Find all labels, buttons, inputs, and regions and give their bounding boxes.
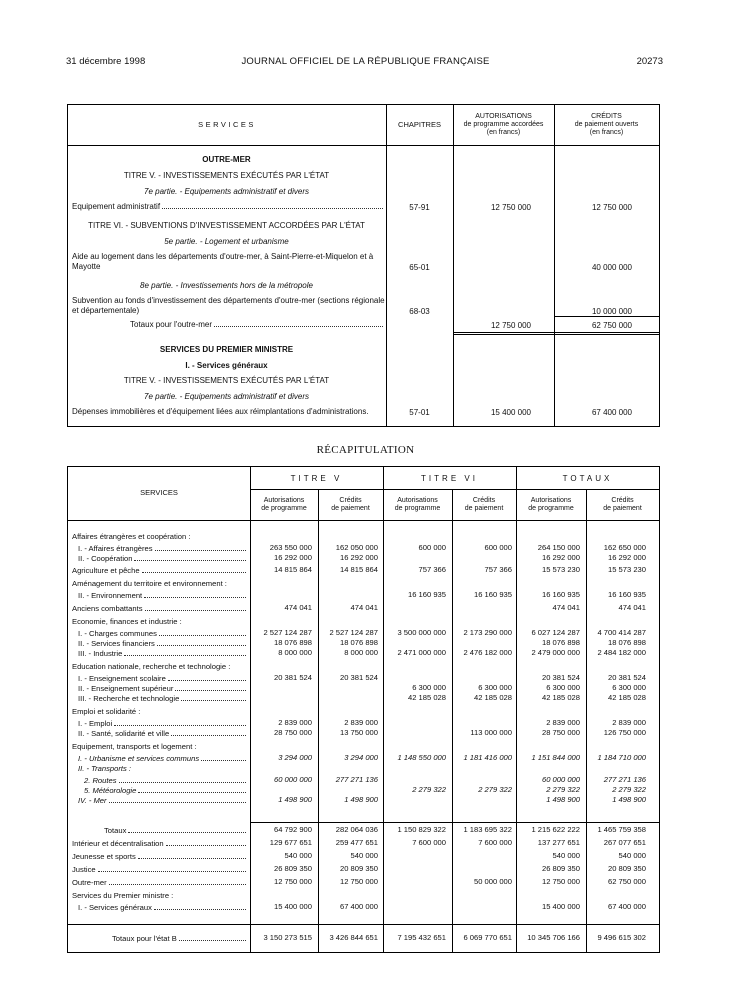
cell-value: 14 815 864	[339, 565, 378, 574]
cell-value: 12 750 000	[273, 877, 312, 886]
partie7-heading: 7e partie. - Equipements administratif et divers	[144, 392, 309, 401]
cell-value: 26 809 350	[541, 864, 580, 873]
cell-value: 1 465 759 358	[597, 825, 646, 834]
cell-value: 16 160 935	[407, 590, 446, 599]
chapitre-value: 57-91	[409, 203, 430, 212]
cell-value: 474 041	[618, 603, 646, 612]
cell-value: 6 300 000	[546, 683, 580, 692]
cell-value: 1 498 900	[546, 795, 580, 804]
cp-total: 62 750 000	[591, 321, 632, 330]
recap-row	[68, 578, 661, 588]
cell-value: 20 381 524	[273, 673, 312, 682]
cell-value: 62 750 000	[607, 877, 646, 886]
row-label: IV. - Mer	[78, 796, 107, 805]
cell-value: 113 000 000	[470, 728, 512, 737]
row-label: Emploi et solidarité :	[72, 707, 141, 716]
cell-value: 1 150 829 322	[397, 825, 446, 834]
cell-value: 16 160 935	[607, 590, 646, 599]
cell-value: 6 300 000	[612, 683, 646, 692]
row-label: II. - Santé, solidarité et ville	[78, 729, 170, 738]
row-equipement-administratif	[72, 202, 385, 211]
cell-value: 20 381 524	[607, 673, 646, 682]
cell-value: 540 000	[350, 851, 378, 860]
cell-value: 540 000	[284, 851, 312, 860]
titre5-heading: TITRE V. - INVESTISSEMENTS EXÉCUTÉS PAR L'ÉTAT	[123, 171, 330, 180]
cell-value: 1 151 844 000	[531, 753, 580, 762]
sub-header-cp: Crédits de paiement	[464, 497, 504, 512]
cell-value: 2 279 322	[412, 785, 446, 794]
credits-table-header	[68, 105, 659, 146]
cell-value: 15 400 000	[273, 902, 312, 911]
cell-value: 20 381 524	[541, 673, 580, 682]
row-label: I. - Urbanisme et services communs	[78, 754, 200, 763]
chapitre-value: 65-01	[409, 263, 430, 272]
col-header-autorisations: AUTORISATIONS de programme accordées (en francs)	[463, 113, 544, 136]
cell-value: 2 279 322	[546, 785, 580, 794]
row-label: Totaux pour l'outre-mer	[130, 320, 213, 329]
cell-value: 2 279 322	[478, 785, 512, 794]
group-header-totaux: TOTAUX	[562, 473, 613, 483]
row-label: Totaux	[104, 826, 127, 835]
cell-value: 67 400 000	[607, 902, 646, 911]
cell-value: 2 839 000	[546, 718, 580, 727]
cell-value: 18 076 898	[541, 638, 580, 647]
recap-row	[68, 763, 661, 773]
cell-value: 264 150 000	[537, 543, 580, 552]
cell-value: 3 150 273 515	[263, 933, 312, 942]
recap-row	[68, 628, 661, 638]
row-label: Equipement administratif	[72, 202, 161, 211]
cell-value: 259 477 651	[335, 838, 378, 847]
cell-value: 16 292 000	[273, 553, 312, 562]
row-label: II. - Transports :	[78, 764, 132, 773]
cell-value: 2 527 124 287	[329, 628, 378, 637]
recap-row	[68, 603, 661, 613]
cell-value: 2 476 182 000	[463, 648, 512, 657]
cell-value: 1 183 695 322	[463, 825, 512, 834]
recap-row	[68, 890, 661, 900]
recap-row	[68, 785, 661, 795]
cell-value: 2 173 290 000	[463, 628, 512, 637]
cell-value: 7 600 000	[412, 838, 446, 847]
recap-row	[68, 638, 661, 648]
cell-value: 67 400 000	[339, 902, 378, 911]
cell-value: 20 381 524	[339, 673, 378, 682]
recap-row	[68, 815, 661, 825]
cell-value: 18 076 898	[607, 638, 646, 647]
cell-value: 162 650 000	[603, 543, 646, 552]
recap-row	[68, 753, 661, 763]
ap-total: 12 750 000	[490, 321, 531, 330]
cell-value: 1 181 416 000	[463, 753, 512, 762]
recap-row	[68, 851, 661, 861]
row-totaux-outremer	[130, 320, 385, 329]
cell-value: 13 750 000	[339, 728, 378, 737]
row-label: Services du Premier ministre :	[72, 891, 174, 900]
cell-value: 540 000	[552, 851, 580, 860]
cell-value: 2 479 000 000	[531, 648, 580, 657]
cell-value: 2 484 182 000	[597, 648, 646, 657]
chapitre-value: 68-03	[409, 307, 430, 316]
cell-value: 1 498 900	[278, 795, 312, 804]
cell-value: 18 076 898	[339, 638, 378, 647]
cell-value: 282 064 036	[335, 825, 378, 834]
cp-value: 40 000 000	[591, 263, 632, 272]
cell-value: 2 471 000 000	[397, 648, 446, 657]
cell-value: 16 292 000	[339, 553, 378, 562]
cell-value: 42 185 028	[607, 693, 646, 702]
row-label: Education nationale, recherche et technologie :	[72, 662, 231, 671]
row-label: Totaux pour l'état B	[112, 934, 177, 943]
sub-header-ap: Autorisations de programme	[394, 497, 441, 512]
cell-value: 474 041	[552, 603, 580, 612]
services-generaux-heading: I. - Services généraux	[185, 361, 268, 370]
recap-title: RÉCAPITULATION	[316, 444, 415, 456]
row-aide-logement: Aide au logement dans les départements d'outre-mer, à Saint-Pierre-et-Miquelon et à Mayotte	[72, 252, 374, 271]
cell-value: 6 069 770 651	[463, 933, 512, 942]
cell-value: 3 500 000 000	[397, 628, 446, 637]
cell-value: 6 300 000	[412, 683, 446, 692]
cell-value: 15 573 230	[607, 565, 646, 574]
recap-row	[68, 553, 661, 563]
cell-value: 126 750 000	[603, 728, 646, 737]
cell-value: 757 366	[418, 565, 446, 574]
row-label: Equipement, transports et logement :	[72, 742, 197, 751]
row-label: II. - Coopération	[78, 554, 133, 563]
cell-value: 28 750 000	[273, 728, 312, 737]
cell-value: 1 184 710 000	[597, 753, 646, 762]
recap-row	[68, 825, 661, 835]
cell-value: 10 345 706 166	[527, 933, 580, 942]
col-header-chapitres: CHAPITRES	[398, 120, 441, 129]
cell-value: 20 809 350	[607, 864, 646, 873]
row-label: I. - Emploi	[78, 719, 113, 728]
titre6-heading: TITRE VI. - SUBVENTIONS D'INVESTISSEMENT ACCORDÉES PAR L'ÉTAT	[88, 221, 365, 230]
credits-table	[67, 104, 660, 427]
cell-value: 2 839 000	[278, 718, 312, 727]
recap-row	[68, 877, 661, 887]
cell-value: 2 839 000	[612, 718, 646, 727]
cell-value: 129 677 651	[269, 838, 312, 847]
cell-value: 8 000 000	[344, 648, 378, 657]
cell-value: 600 000	[418, 543, 446, 552]
cell-value: 3 426 844 651	[329, 933, 378, 942]
recap-row	[68, 543, 661, 553]
row-label: III. - Industrie	[78, 649, 123, 658]
recap-row	[68, 838, 661, 848]
recap-row	[68, 590, 661, 600]
cell-value: 16 160 935	[473, 590, 512, 599]
cell-value: 20 809 350	[339, 864, 378, 873]
section-title-outremer: OUTRE-MER	[202, 155, 251, 164]
cell-value: 2 527 124 287	[263, 628, 312, 637]
row-label: Agriculture et pêche	[72, 566, 140, 575]
col-header-services: SERVICES	[140, 487, 178, 497]
partie5-heading: 5e partie. - Logement et urbanisme	[164, 237, 289, 246]
cp-value: 67 400 000	[591, 408, 632, 417]
chapitre-value: 57-01	[409, 408, 430, 417]
row-label: I. - Enseignement scolaire	[78, 674, 166, 683]
cell-value: 6 300 000	[478, 683, 512, 692]
recap-row	[68, 683, 661, 693]
cp-value: 12 750 000	[591, 203, 632, 212]
cell-value: 2 279 322	[612, 785, 646, 794]
recap-total-row	[68, 933, 661, 943]
row-label: Economie, finances et industrie :	[72, 617, 182, 626]
cell-value: 28 750 000	[541, 728, 580, 737]
recap-row	[68, 728, 661, 738]
cell-value: 9 496 615 302	[597, 933, 646, 942]
cell-value: 60 000 000	[541, 775, 580, 784]
row-label: II. - Services financiers	[78, 639, 155, 648]
cell-value: 60 000 000	[273, 775, 312, 784]
row-label: Intérieur et décentralisation	[72, 839, 164, 848]
header-date: 31 décembre 1998	[66, 56, 146, 67]
cell-value: 277 271 136	[603, 775, 646, 784]
partie8-heading: 8e partie. - Investissements hors de la métropole	[140, 281, 313, 290]
row-label: 5. Météorologie	[84, 786, 137, 795]
cell-value: 16 160 935	[541, 590, 580, 599]
section-title-premier-ministre: SERVICES DU PREMIER MINISTRE	[159, 345, 294, 354]
row-depenses-immobilieres: Dépenses immobilières et d'équipement liées aux réimplantations d'administrations.	[72, 407, 369, 416]
cell-value: 1 148 550 000	[397, 753, 446, 762]
sub-header-cp: Crédits de paiement	[331, 497, 370, 512]
recap-row	[68, 706, 661, 716]
cell-value: 540 000	[618, 851, 646, 860]
recap-row	[68, 864, 661, 874]
row-label: I. - Charges communes	[78, 629, 157, 638]
cell-value: 263 550 000	[269, 543, 312, 552]
sub-header-ap: Autorisations de programme	[261, 497, 307, 512]
group-header-titre-vi: TITRE VI	[421, 473, 478, 483]
cell-value: 42 185 028	[407, 693, 446, 702]
col-header-credits: CRÉDITS de paiement ouverts (en francs)	[574, 113, 639, 136]
partie7-heading: 7e partie. - Equipements administratif et divers	[144, 187, 309, 196]
cell-value: 267 077 651	[603, 838, 646, 847]
row-label: Affaires étrangères et coopération :	[72, 532, 191, 541]
cell-value: 3 294 000	[278, 753, 312, 762]
cell-value: 1 215 622 222	[531, 825, 580, 834]
sub-header-cp: Crédits de paiement	[603, 497, 642, 512]
cell-value: 7 195 432 651	[397, 933, 446, 942]
cell-value: 137 277 651	[537, 838, 580, 847]
cell-value: 2 839 000	[344, 718, 378, 727]
cell-value: 474 041	[350, 603, 378, 612]
cell-value: 16 292 000	[607, 553, 646, 562]
row-label: 2. Routes	[84, 776, 117, 785]
row-label: II. - Environnement	[78, 591, 143, 600]
recap-row	[68, 902, 661, 912]
cell-value: 50 000 000	[473, 877, 512, 886]
sub-header-ap: Autorisations de programme	[528, 497, 574, 512]
cell-value: 42 185 028	[541, 693, 580, 702]
row-label: Jeunesse et sports	[72, 852, 136, 861]
cell-value: 162 050 000	[335, 543, 378, 552]
cell-value: 16 292 000	[541, 553, 580, 562]
row-subvention-fonds: Subvention au fonds d'investissement des départements d'outre-mer (sections régionale et départementale)	[72, 296, 385, 315]
recap-row	[68, 673, 661, 683]
row-label: Anciens combattants	[72, 604, 143, 613]
cell-value: 6 027 124 287	[531, 628, 580, 637]
header-page-number: 20273	[636, 56, 663, 67]
cell-value: 7 600 000	[478, 838, 512, 847]
recap-row	[68, 616, 661, 626]
row-label: I. - Affaires étrangères	[78, 544, 153, 553]
row-label: III. - Recherche et technologie	[78, 694, 180, 703]
cell-value: 1 498 900	[344, 795, 378, 804]
recap-row	[68, 531, 661, 541]
recap-row	[68, 565, 661, 575]
recap-row	[68, 648, 661, 658]
cell-value: 64 792 900	[273, 825, 312, 834]
cell-value: 42 185 028	[473, 693, 512, 702]
row-label: Aménagement du territoire et environnement :	[72, 579, 227, 588]
row-label: Justice	[72, 865, 96, 874]
cell-value: 12 750 000	[339, 877, 378, 886]
recap-table	[67, 466, 660, 953]
cell-value: 18 076 898	[273, 638, 312, 647]
ap-value: 12 750 000	[490, 203, 531, 212]
recap-row	[68, 693, 661, 703]
cell-value: 757 366	[484, 565, 512, 574]
header-journal-title: JOURNAL OFFICIEL DE LA RÉPUBLIQUE FRANÇAISE	[241, 56, 490, 67]
cell-value: 277 271 136	[335, 775, 378, 784]
recap-row	[68, 775, 661, 785]
cell-value: 1 498 900	[612, 795, 646, 804]
recap-row	[68, 661, 661, 671]
recap-row	[68, 795, 661, 805]
group-header-titre-v: TITRE V	[290, 473, 343, 483]
ap-value: 15 400 000	[490, 408, 531, 417]
row-label: II. - Enseignement supérieur	[78, 684, 174, 693]
recap-row	[68, 741, 661, 751]
cell-value: 15 400 000	[541, 902, 580, 911]
cp-value: 10 000 000	[591, 307, 632, 316]
cell-value: 474 041	[284, 603, 312, 612]
cell-value: 3 294 000	[344, 753, 378, 762]
cell-value: 14 815 864	[273, 565, 312, 574]
recap-row	[68, 718, 661, 728]
cell-value: 12 750 000	[541, 877, 580, 886]
row-label: Outre-mer	[72, 878, 107, 887]
cell-value: 4 700 414 287	[597, 628, 646, 637]
cell-value: 15 573 230	[541, 565, 580, 574]
row-label: I. - Services généraux	[78, 903, 152, 912]
titre5-heading: TITRE V. - INVESTISSEMENTS EXÉCUTÉS PAR L'ÉTAT	[123, 376, 330, 385]
cell-value: 26 809 350	[273, 864, 312, 873]
cell-value: 8 000 000	[278, 648, 312, 657]
cell-value: 600 000	[484, 543, 512, 552]
col-header-services: SERVICES	[198, 120, 256, 129]
